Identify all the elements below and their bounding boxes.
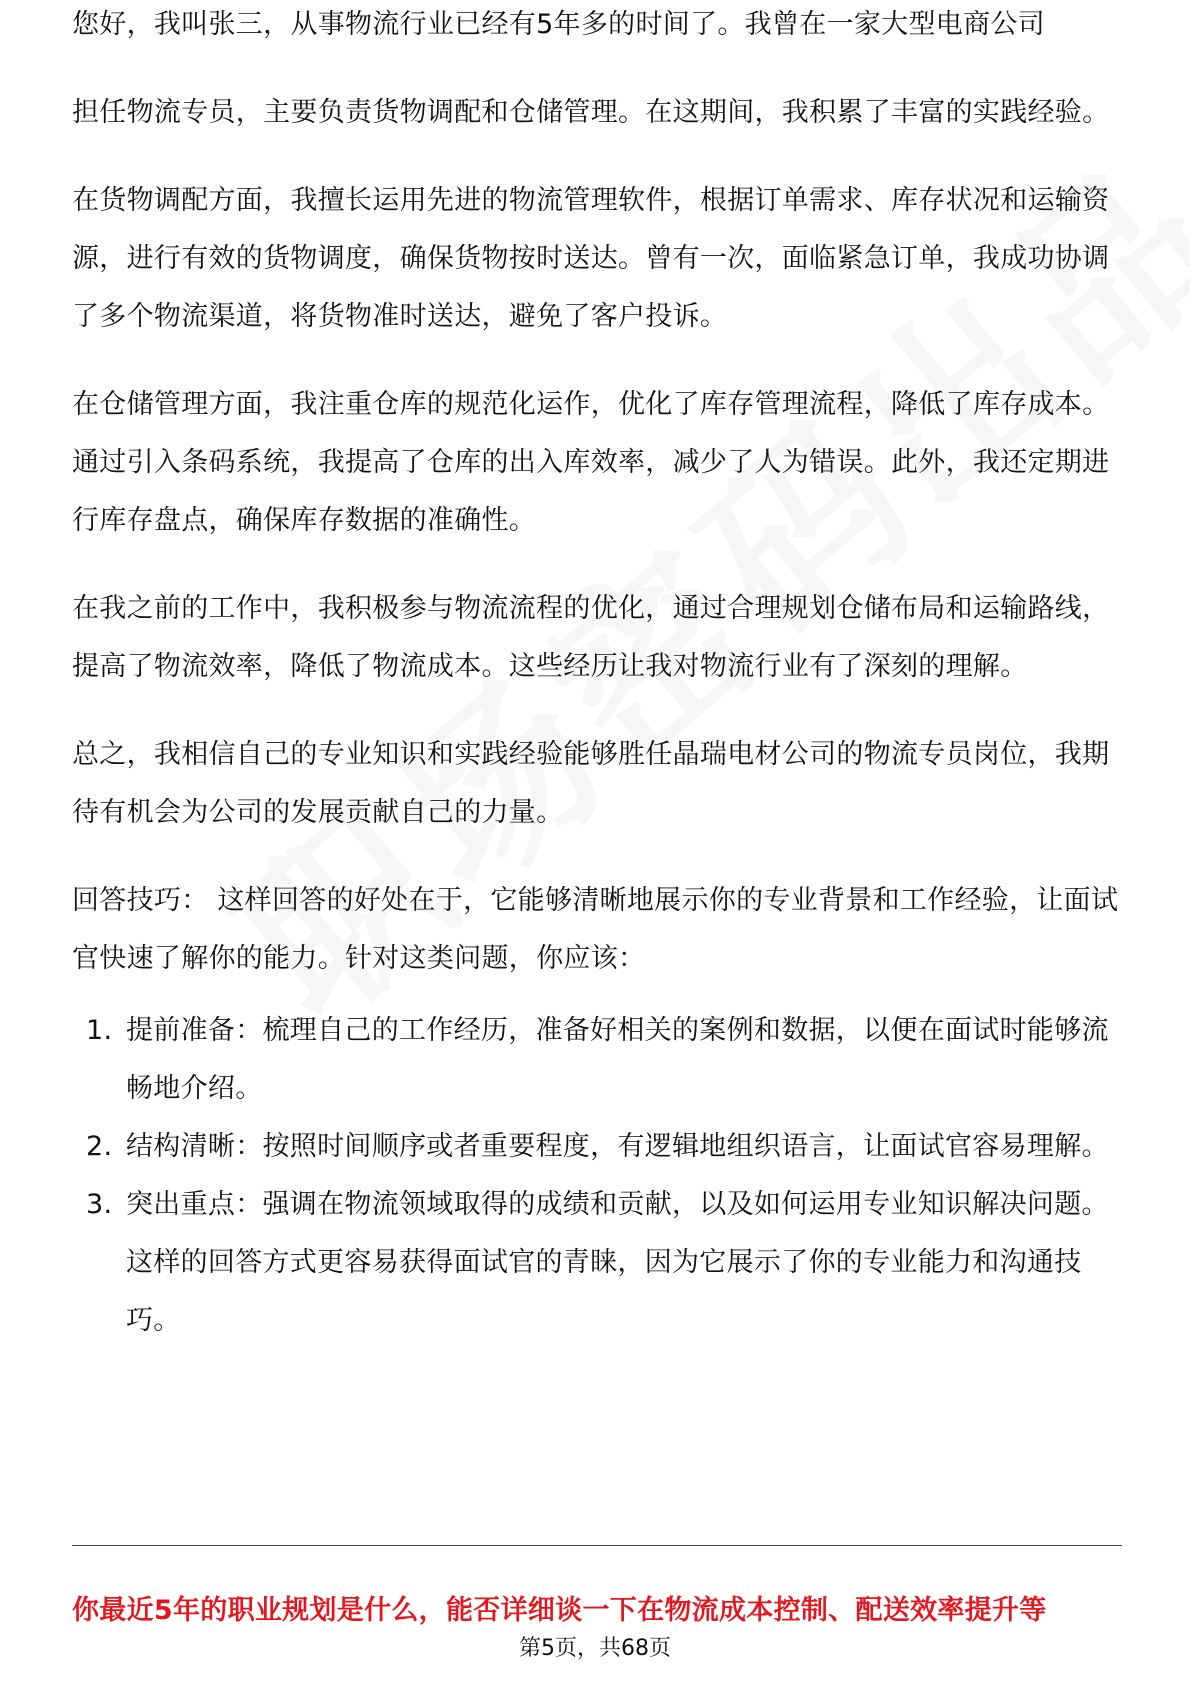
list-item xyxy=(72,1176,1122,1350)
list-number: 2. xyxy=(86,1131,113,1162)
list-number: 3. xyxy=(86,1189,113,1220)
list-item xyxy=(72,1002,1122,1118)
next-question-heading: 你最近5年的职业规划是什么，能否详细谈一下在物流成本控制、配送效率提升等 xyxy=(72,1595,1047,1626)
list-number: 1. xyxy=(86,1015,113,1046)
page-number: 第5页，共68页 xyxy=(519,1636,671,1661)
paragraph-4: 在我之前的工作中，我积极参与物流流程的优化，通过合理规划仓储布局和运输路线，提高了物流效率，降低了物流成本。这些经历让我对物流行业有了深刻的理解。 xyxy=(72,593,1110,682)
document-body xyxy=(72,9,1122,1350)
paragraph-intro-cut: 您好，我叫张三，从事物流行业已经有5年多的时间了。我曾在一家大型电商公司 xyxy=(72,9,1045,40)
section-divider xyxy=(72,1545,1122,1546)
answer-tips-intro: 回答技巧： 这样回答的好处在于，它能够清晰地展示你的专业背景和工作经验，让面试官快速了解你的能力。针对这类问题，你应该： xyxy=(72,885,1119,974)
list-item-text: 结构清晰：按照时间顺序或者重要程度，有逻辑地组织语言，让面试官容易理解。 xyxy=(126,1131,1109,1162)
list-item-text: 提前准备：梳理自己的工作经历，准备好相关的案例和数据，以便在面试时能够流畅地介绍。 xyxy=(126,1015,1109,1104)
list-item-text: 突出重点：强调在物流领域取得的成绩和贡献，以及如何运用专业知识解决问题。 这样的回答方式更容易获得面试官的青睐，因为它展示了你的专业能力和沟通技巧。 xyxy=(126,1189,1109,1336)
paragraph-5: 总之，我相信自己的专业知识和实践经验能够胜任晶瑞电材公司的物流专员岗位，我期待有机会为公司的发展贡献自己的力量。 xyxy=(72,739,1110,828)
paragraph-1: 担任物流专员，主要负责货物调配和仓储管理。在这期间，我积累了丰富的实践经验。 xyxy=(72,97,1110,128)
paragraph-3: 在仓储管理方面，我注重仓库的规范化运作，优化了库存管理流程，降低了库存成本。通过引入条码系统，我提高了仓库的出入库效率，减少了人为错误。此外，我还定期进行库存盘点，确保库存数据的准确性。 xyxy=(72,389,1110,536)
tips-list xyxy=(72,1002,1122,1350)
list-item xyxy=(72,1118,1122,1176)
paragraph-2: 在货物调配方面，我擅长运用先进的物流管理软件，根据订单需求、库存状况和运输资源，进行有效的货物调度，确保货物按时送达。曾有一次，面临紧急订单，我成功协调了多个物流渠道，将货物准时送达，避免了客户投诉。 xyxy=(72,185,1110,332)
